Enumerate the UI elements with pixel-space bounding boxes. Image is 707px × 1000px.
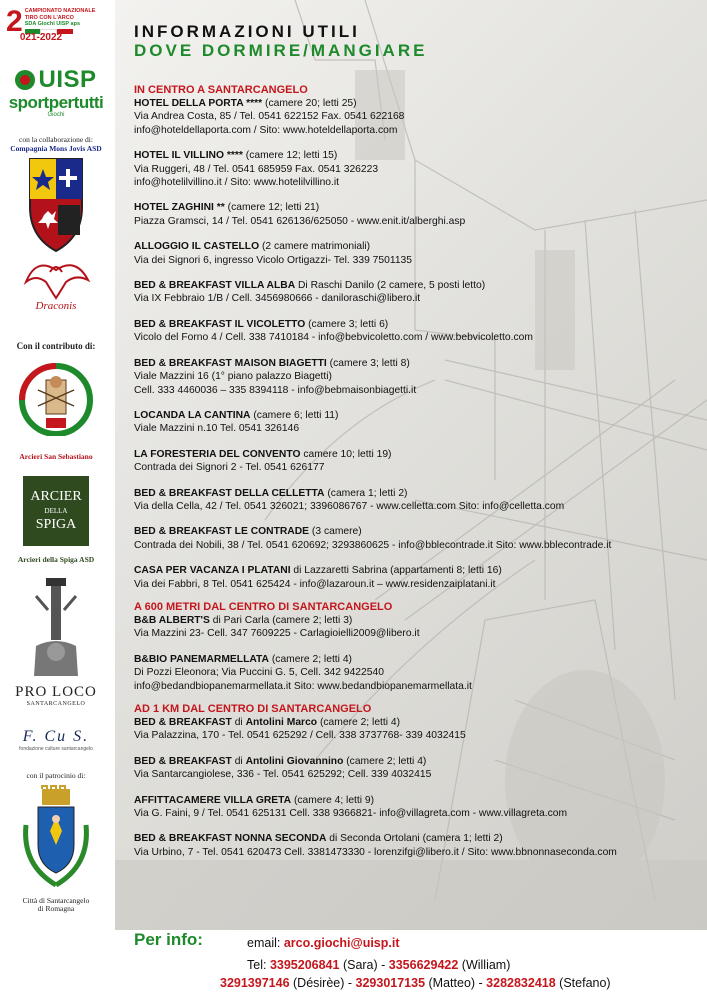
- list-item: [134, 409, 694, 436]
- citta-label: Città di Santarcangelo: [22, 895, 90, 905]
- list-item: [134, 279, 694, 306]
- entry-line: Via Andrea Costa, 85 / Tel. 0541 622152 Fax. 0541 622168: [134, 111, 405, 123]
- section-heading: AD 1 KM DAL CENTRO DI SANTARCANGELO: [134, 703, 372, 715]
- list-item: [134, 525, 694, 552]
- entry-name: LA FORESTERIA DEL CONVENTO: [134, 448, 301, 460]
- entry-line: info@hotelilvillino.it / Sito: www.hotelilvillino.it: [134, 177, 340, 189]
- list-item: [134, 832, 694, 859]
- draconis-label: Draconis: [35, 300, 77, 312]
- entry-line: info@bedandbiopanemarmellata.it Sito: www.bedandbiopanemarmellata.it: [134, 680, 472, 692]
- phone-contact: (Désirèe) -: [289, 976, 356, 990]
- san-sebastiano-emblem-icon: [16, 360, 96, 436]
- draconis-logo: [0, 252, 112, 312]
- email-link[interactable]: arco.giochi@uisp.it: [283, 936, 400, 950]
- collab-name: Compagnia Mons Jovis ASD: [10, 143, 102, 153]
- sebastiano-logo: [0, 360, 112, 461]
- tel-label: Tel:: [247, 958, 270, 972]
- entry-line: Via G. Faini, 9 / Tel. 0541 625131 Cell. 338 9366821- info@villagreta.com - www.villagreta.com: [134, 808, 568, 820]
- phone-contact: (Matteo) -: [425, 976, 487, 990]
- uisp-mark-icon: [15, 70, 35, 90]
- entry-detail: di Pari Carla (camere 2; letti 3): [209, 614, 353, 626]
- entry-line: Via IX Febbraio 1/B / Cell. 3456980666 - daniloraschi@libero.it: [134, 293, 421, 305]
- sebastiano-label: Arcieri San Sebastiano: [19, 452, 93, 461]
- entry-name: BED & BREAKFAST DELLA CELLETTA: [134, 487, 325, 499]
- phone-contact: (Stefano): [555, 976, 611, 990]
- entry-detail: (camere 3; letti 6): [305, 318, 389, 330]
- phone-number[interactable]: 3291397146: [220, 976, 290, 990]
- entry-owner: Antolini Giovannino: [245, 755, 344, 767]
- entry-line: Viale Mazzini 16 (1° piano palazzo Biagetti): [134, 371, 332, 383]
- phone-number[interactable]: 3395206841: [269, 958, 340, 972]
- phone-number[interactable]: 3282832418: [486, 976, 556, 990]
- entry-name: LOCANDA LA CANTINA: [134, 409, 251, 421]
- patrocinio-label: con il patrocinio di:: [26, 771, 86, 780]
- entry-detail: di Lazzaretti Sabrina (appartamenti 8; letti 16): [290, 565, 502, 577]
- entry-detail-2: (camere 2; letti 4): [317, 717, 401, 728]
- proloco-logo: [0, 576, 112, 707]
- campionato-year-digit: 2: [6, 5, 23, 38]
- entry-name: HOTEL DELLA PORTA ****: [134, 98, 263, 109]
- entry-name: BED & BREAKFAST NONNA SECONDA: [134, 833, 327, 845]
- phone-number[interactable]: 3356629422: [388, 958, 459, 972]
- entry-name: BED & BREAKFAST LE CONTRADE: [134, 526, 310, 538]
- entry-line: Via dei Signori 6, ingresso Vicolo Ortigazzi- Tel. 339 7501135: [134, 254, 412, 266]
- entry-detail-2: (camere 2; letti 4): [343, 755, 427, 767]
- entry-detail: (camere 12; letti 21): [224, 202, 320, 214]
- entry-line: Via Urbino, 7 - Tel. 0541 620473 Cell. 3381473330 - lorenzifgi@libero.it / Sito: www.bbnonnaseconda.com: [134, 846, 617, 858]
- citta-label-2: di Romagna: [37, 904, 75, 914]
- entry-detail: (camere 20; letti 25): [262, 98, 357, 109]
- list-item: [134, 487, 694, 514]
- collab-block: [0, 136, 112, 253]
- entry-detail: camere 10; letti 19): [300, 448, 392, 460]
- list-item: [134, 240, 694, 267]
- entry-detail: di: [231, 717, 246, 728]
- sponsor-sidebar: [0, 0, 112, 1000]
- entry-detail: di: [231, 755, 246, 767]
- spiga-label: Arcieri della Spiga ASD: [17, 555, 95, 564]
- page-title: INFORMAZIONI UTILI: [134, 22, 360, 41]
- entry-detail: (camere 4; letti 9): [291, 794, 375, 806]
- entry-name: ALLOGGIO IL CASTELLO: [134, 241, 260, 253]
- entry-detail: (camera 1; letti 2): [324, 487, 408, 499]
- list-item: [134, 716, 694, 743]
- campionato-line3: SDA Giochi UISP aps: [24, 21, 81, 27]
- dragon-icon: [16, 252, 96, 302]
- list-item: [134, 564, 694, 591]
- entry-name: AFFITTACAMERE VILLA GRETA: [134, 794, 292, 806]
- entry-detail: (camere 6; letti 11): [250, 409, 339, 421]
- list-item: [134, 448, 694, 475]
- entry-detail: (camere 3; letti 8): [326, 357, 410, 369]
- entry-line: Via Ruggeri, 48 / Tel. 0541 685959 Fax. 0541 326223: [134, 163, 379, 175]
- contributo-block: [0, 341, 112, 351]
- entry-line: Piazza Gramsci, 14 / Tel. 0541 626136/625050 - www.enit.it/alberghi.asp: [134, 215, 466, 227]
- entry-name: BED & BREAKFAST: [134, 755, 232, 767]
- entry-detail: (camere 12; letti 15): [242, 150, 338, 162]
- entry-name: BED & BREAKFAST: [134, 717, 232, 728]
- entry-line: info@hoteldellaporta.com / Sito: www.hoteldellaporta.com: [134, 124, 398, 136]
- info-title: Per info:: [134, 930, 203, 949]
- list-item: [134, 653, 694, 693]
- entry-name: BED & BREAKFAST VILLA ALBA: [134, 280, 296, 292]
- phone-number[interactable]: 3293017135: [355, 976, 426, 990]
- list-item: [134, 357, 694, 397]
- entry-line: Viale Mazzini n.10 Tel. 0541 326146: [134, 423, 300, 435]
- list-item: [134, 149, 694, 189]
- proloco-archer-icon: [26, 576, 86, 686]
- entry-detail: Di Raschi Danilo (2 camere, 5 posti letto): [295, 280, 486, 292]
- spiga-badge-line1: ARCIER: [30, 489, 82, 504]
- entry-line: Cell. 333 4460036 – 335 8394118 - info@bebmaisonbiagetti.it: [134, 384, 417, 396]
- entry-name: BED & BREAKFAST MAISON BIAGETTI: [134, 357, 327, 369]
- entry-line: Via della Cella, 42 / Tel. 0541 326021; 3396086767 - www.celletta.com Sito: info@celletta.com: [134, 500, 565, 512]
- proloco-sub: SANTARCANGELO: [26, 701, 86, 707]
- list-item: [134, 318, 694, 345]
- campionato-years: 021-2022: [19, 32, 63, 43]
- uisp-sub: Giochi: [47, 112, 65, 118]
- fondazione-logo: [0, 728, 112, 752]
- page-subtitle: DOVE DORMIRE/MANGIARE: [134, 41, 428, 60]
- list-item: [134, 614, 694, 641]
- entry-line: Via Palazzina, 170 - Tel. 0541 625292 / Cell. 338 3737768- 339 4032415: [134, 730, 466, 742]
- contributo-label: Con il contributo di:: [16, 341, 96, 351]
- phone-contact: (Sara) -: [339, 958, 389, 972]
- entry-detail: (3 camere): [309, 526, 362, 538]
- main-content: [134, 22, 694, 859]
- list-item: [134, 201, 694, 228]
- entry-owner: Antolini Marco: [245, 717, 318, 728]
- entry-detail: di Seconda Ortolani (camera 1; letti 2): [326, 833, 503, 845]
- entry-detail: (2 camere matrimoniali): [259, 241, 371, 253]
- fondazione-mark: F. Cu S.: [22, 728, 90, 745]
- phone-contact: (William): [458, 958, 511, 972]
- mons-jovis-shield-icon: [28, 157, 84, 253]
- entry-detail: (camere 2; letti 4): [269, 653, 352, 665]
- campionato-logo: [0, 5, 112, 43]
- spiga-badge-line3: SPIGA: [35, 517, 77, 532]
- entry-name: HOTEL IL VILLINO ****: [134, 150, 243, 162]
- patrocinio-block: [0, 772, 112, 914]
- entry-name: B&B ALBERT'S: [134, 614, 210, 626]
- entry-name: HOTEL ZAGHINI **: [134, 202, 225, 214]
- section-heading: IN CENTRO A SANTARCANGELO: [134, 84, 308, 96]
- campionato-line1: CAMPIONATO NAZIONALE: [24, 8, 96, 14]
- spiga-badge-line2: DELLA: [44, 507, 68, 515]
- uisp-tagline: sportpertutti: [8, 93, 104, 112]
- info-lines: [220, 932, 611, 994]
- entry-line: Contrada dei Nobili, 38 / Tel. 0541 620692; 3293860625 - info@bblecontrade.it Sito: www.bblecontrade.it: [134, 539, 612, 551]
- entry-line: Contrada dei Signori 2 - Tel. 0541 626177: [134, 462, 325, 474]
- entry-line: Vicolo del Forno 4 / Cell. 338 7410184 - info@bebvicoletto.com / www.bebvicoletto.com: [134, 332, 533, 344]
- uisp-brand: UISP: [38, 66, 97, 93]
- list-item: [134, 794, 694, 821]
- spiga-logo: [0, 476, 112, 565]
- entry-name: BED & BREAKFAST IL VICOLETTO: [134, 318, 306, 330]
- email-label: email:: [247, 936, 284, 950]
- entry-line: Via Mazzini 23- Cell. 347 7609225 - Carlagioielli2009@libero.it: [134, 628, 420, 640]
- section-heading: A 600 METRI DAL CENTRO DI SANTARCANGELO: [134, 600, 393, 613]
- entry-name: B&BIO PANEMARMELLATA: [134, 653, 269, 665]
- uisp-logo: [0, 66, 112, 118]
- list-item: [134, 97, 694, 137]
- entry-name: CASA PER VACANZA I PLATANI: [134, 565, 291, 577]
- spiga-badge: [23, 476, 89, 546]
- fondazione-text: fondazione culture santarcangelo: [19, 746, 93, 752]
- entry-line: Via Santarcangiolese, 336 - Tel. 0541 625292; Cell. 339 4032415: [134, 769, 432, 781]
- campionato-line2: TIRO CON L'ARCO: [24, 14, 74, 21]
- entry-line: Di Pozzi Eleonora; Via Puccini G. 5, Cell. 342 9422540: [134, 667, 384, 679]
- proloco-title: PRO LOCO: [15, 684, 97, 700]
- list-item: [134, 755, 694, 782]
- entry-line: Via dei Fabbri, 8 Tel. 0541 625424 - info@lazaroun.it – www.residenzaiplatani.it: [134, 578, 496, 590]
- santarcangelo-coat-of-arms-icon: [18, 785, 94, 895]
- collab-label: con la collaborazione di:: [19, 135, 93, 144]
